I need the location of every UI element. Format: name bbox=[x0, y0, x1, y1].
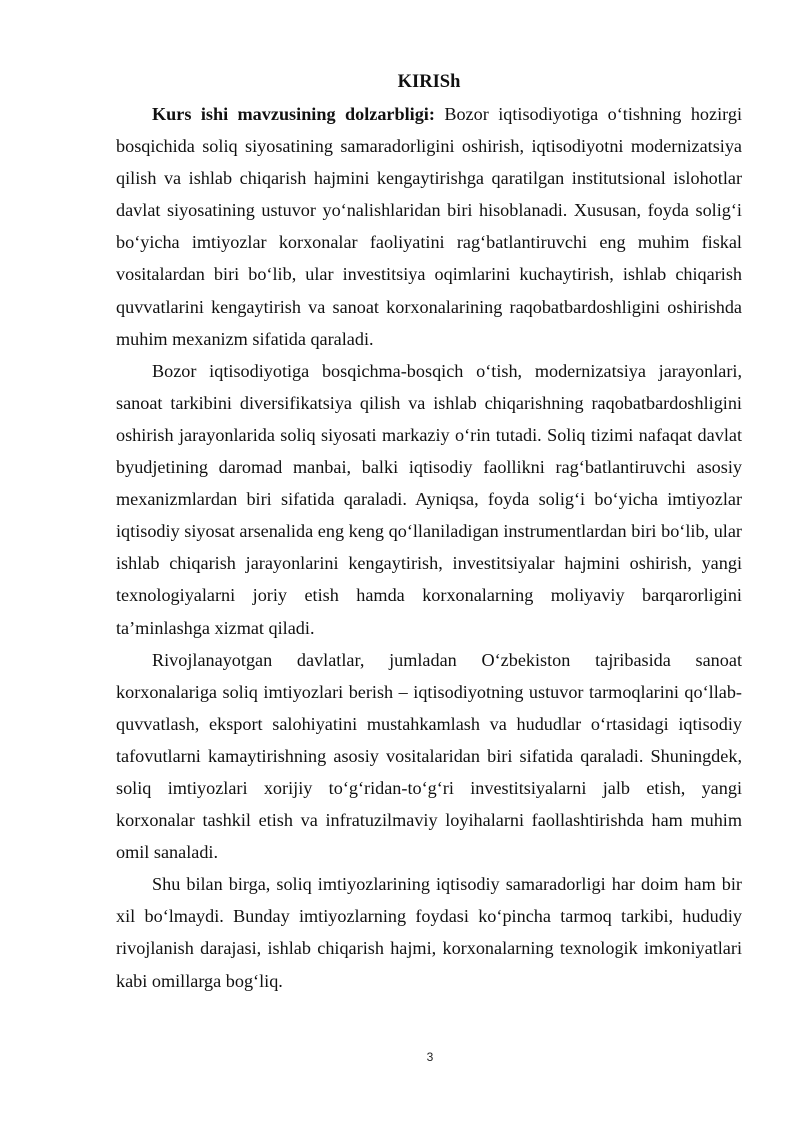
paragraph-developing-countries: Rivojlanayotgan davlatlar, jumladan O‘zbekiston tajribasida sanoat korxonalariga soliq imtiyozlari berish – iqtisodiyotning ustuvor tarmoqlarini qo‘llab-quvvatlash, eksport salohiyatini mustahkamlash va hududlar o‘rtasidagi iqtisodiy tafovutlarni kamaytirishning asosiy vositalaridan biri sifatida qaraladi. Shuningdek, soliq imtiyozlari xorijiy to‘g‘ridan-to‘g‘ri investitsiyalarni jalb etish, yangi korxonalar tashkil etish va infratuzilmaviy loyihalarni faollashtirishda ham muhim omil sanaladi. bbox=[116, 649, 742, 863]
paragraph-text: Bozor iqtisodiyotiga o‘tishning hozirgi bosqichida soliq siyosatining samaradorligini oshirish, iqtisodiyotni modernizatsiya qilish va ishlab chiqarish hajmini kengaytirishga qaratilgan institutsional islohotlar davlat siyosatining ustuvor yo‘nalishlaridan biri hisoblanadi. Xususan, foyda solig‘i bo‘yicha imtiyozlar korxonalar faoliyatini rag‘batlantiruvchi eng muhim fiskal vositalardan biri bo‘lib, ular investitsiya oqimlarini kuchaytirish, ishlab chiqarish quvvatlarini kengaytirish va sanoat korxonalarining raqobatbardoshligini oshirishda muhim mexanizm sifatida qaraladi. bbox=[116, 104, 743, 349]
paragraph-lead: Kurs ishi mavzusining dolzarbligi: bbox=[152, 104, 435, 124]
section-heading: KIRISh bbox=[397, 72, 461, 92]
paragraph-transition: Bozor iqtisodiyotiga bosqichma-bosqich o‘tish, modernizatsiya jarayonlari, sanoat tarkibini diversifikatsiya qilish va ishlab chiqarishning raqobatbardoshligini oshirish jarayonlarida soliq siyosati markaziy o‘rin tutadi. Soliq tizimi nafaqat davlat byudjetining daromad manbai, balki iqtisodiy faollikni rag‘batlantiruvchi asosiy mexanizmlardan biri sifatida qaraladi. Ayniqsa, foyda solig‘i bo‘yicha imtiyozlar iqtisodiy siyosat arsenalida eng keng qo‘llaniladigan instrumentlardan biri bo‘lib, ular ishlab chiqarish jarayonlarini kengaytirish, investitsiyalar hajmini oshirish, yangi texnologiyalarni joriy etish hamda korxonalarning moliyaviy barqarorligini ta’minlashga xizmat qiladi. bbox=[116, 360, 742, 638]
paragraph-efficiency: Shu bilan birga, soliq imtiyozlarining iqtisodiy samaradorligi har doim ham bir xil bo‘lmaydi. Bunday imtiyozlarning foydasi ko‘pincha tarmoq tarkibi, hududiy rivojlanish darajasi, ishlab chiqarish hajmi, korxonalarning texnologik imkoniyatlari kabi omillarga bog‘liq. bbox=[116, 874, 742, 991]
paragraph-relevance bbox=[116, 98, 742, 355]
page-number: 3 bbox=[426, 1050, 434, 1064]
document-page bbox=[116, 66, 742, 997]
